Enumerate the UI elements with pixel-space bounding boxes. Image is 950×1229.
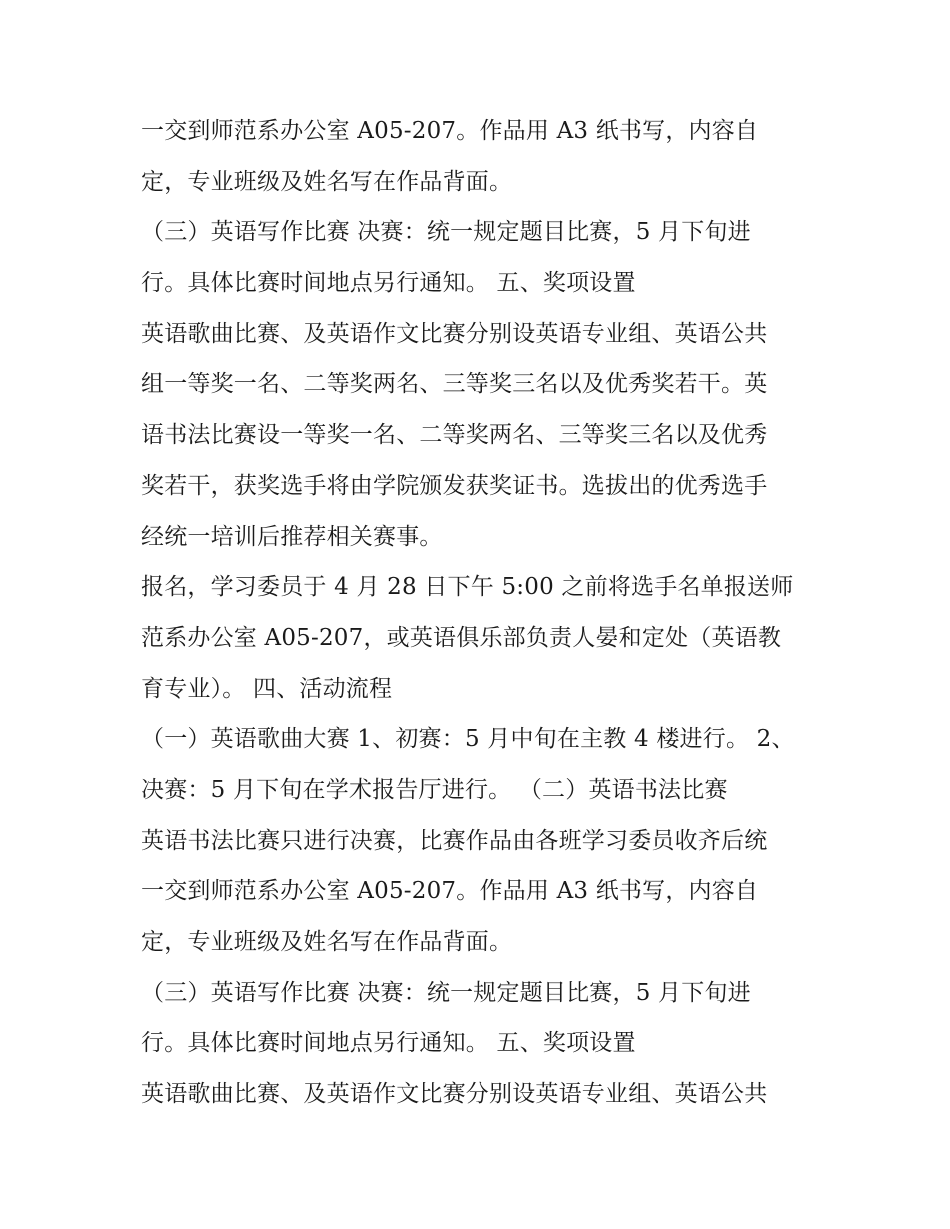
text-line: 经统一培训后推荐相关赛事。: [141, 523, 443, 550]
text-line: 定，专业班级及姓名写在作品背面。: [141, 168, 513, 195]
text-line: 语书法比赛设一等奖一名、二等奖两名、三等奖三名以及优秀: [141, 422, 768, 449]
body-text: [141, 110, 821, 1124]
text-line: （三）英语写作比赛 决赛：统一规定题目比赛，5 月下旬进: [141, 219, 751, 246]
text-line: 定，专业班级及姓名写在作品背面。: [141, 929, 513, 955]
text-line: 英语歌曲比赛、及英语作文比赛分别设英语专业组、英语公共: [141, 320, 768, 347]
text-line: 奖若干，获奖选手将由学院颁发获奖证书。选拔出的优秀选手: [141, 472, 768, 499]
text-line: 英语歌曲比赛、及英语作文比赛分别设英语专业组、英语公共: [141, 1081, 768, 1108]
text-line: 行。具体比赛时间地点另行通知。 五、奖项设置: [141, 270, 636, 297]
text-line: （一）英语歌曲大赛 1、初赛：5 月中旬在主教 4 楼进行。 2、: [141, 726, 795, 753]
text-line: 决赛：5 月下旬在学术报告厅进行。 （二）英语书法比赛: [141, 776, 728, 803]
text-line: 一交到师范系办公室 A05-207。作品用 A3 纸书写，内容自: [141, 118, 759, 144]
text-line: （三）英语写作比赛 决赛：统一规定题目比赛，5 月下旬进: [141, 979, 751, 1006]
text-line: 报名，学习委员于 4 月 28 日下午 5:00 之前将选手名单报送师: [141, 574, 794, 601]
text-line: 组一等奖一名、二等奖两名、三等奖三名以及优秀奖若干。英: [141, 371, 768, 398]
text-line: 育专业）。 四、活动流程: [141, 675, 393, 702]
text-line: 范系办公室 A05-207，或英语俱乐部负责人晏和定处（英语教: [141, 624, 782, 651]
text-line: 英语书法比赛只进行决赛，比赛作品由各班学习委员收齐后统: [141, 827, 768, 854]
text-line: 行。具体比赛时间地点另行通知。 五、奖项设置: [141, 1030, 636, 1057]
text-line: 一交到师范系办公室 A05-207。作品用 A3 纸书写，内容自: [141, 878, 759, 905]
